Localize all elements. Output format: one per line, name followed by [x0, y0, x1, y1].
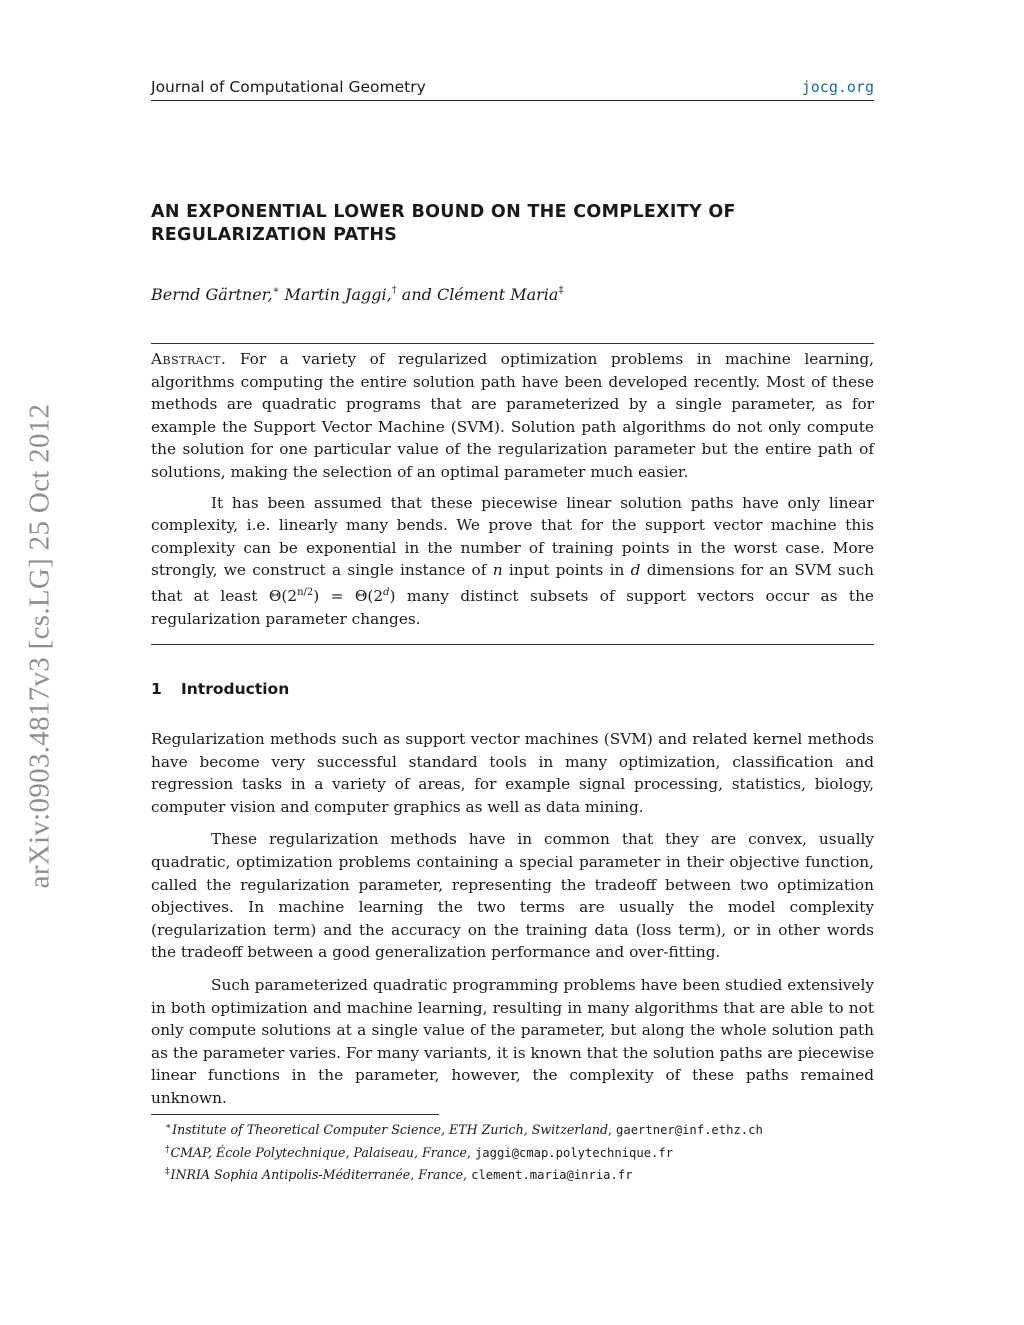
running-head [151, 76, 874, 101]
author-jaggi: Martin Jaggi, [279, 285, 392, 304]
abstract-text-2a: It has been assumed that these piecewise linear solution paths have only linear complexity, i.e. linearly many bends. We prove that for the support vector machine this complexity can be exponential in the number of training points in the worst case. More strongly, we construct a single instance of [151, 493, 874, 580]
journal-url-link[interactable]: jocg.org [801, 78, 874, 96]
section-title: Introduction [181, 680, 290, 698]
footnotes [165, 1118, 874, 1186]
abstract-bottom-rule [151, 644, 874, 645]
abstract-paragraph-1 [151, 348, 874, 484]
abstract-text-2b: input points in [502, 561, 631, 580]
abstract-paragraph-2 [151, 492, 874, 631]
author-gartner: Bernd Gärtner, [151, 285, 273, 304]
section-heading [151, 680, 289, 698]
footnote-2-email-link[interactable]: jaggi@cmap.polytechnique.fr [474, 1145, 674, 1160]
arxiv-stamp [20, 366, 60, 926]
footnote-1-mark: ∗ [165, 1122, 172, 1132]
footnote-1-email-link[interactable]: gaertner@inf.ethz.ch [616, 1123, 763, 1137]
math-exponent-d: d [383, 586, 390, 598]
body-paragraph-1: Regularization methods such as support vector machines (SVM) and related kernel methods have become very successful standard tools in many optimization, classification and regression tasks in a variety of areas, for example signal processing, statistics, biology, computer vision and computer graphics as well as data mining. [151, 730, 874, 816]
footnote-mark-2: † [391, 285, 397, 296]
footnote-mark-1: ∗ [272, 285, 280, 296]
abstract-label: Abstract. [151, 350, 227, 368]
footnote-2: †CMAP, École Polytechnique, Palaiseau, France, jaggi@cmap.polytechnique.fr [165, 1144, 674, 1160]
body-paragraph-3: Such parameterized quadratic programming problems have been studied extensively in both optimization and machine learning, resulting in many algorithms that are able to not only compute solutions at a single value of the parameter, but along the whole solution path as the parameter varies. For many variants, it is known that the solution paths are piecewise linear functions in the parameter, however, the complexity of these paths remained unknown. [151, 975, 874, 1107]
footnote-1-affiliation: Institute of Theoretical Computer Science, ETH Zurich, Switzerland [172, 1122, 609, 1137]
footnote-3-mark: ‡ [165, 1167, 170, 1177]
abstract-text-2e: ) many distinct subsets of support vectors occur as the regularization parameter changes. [151, 587, 874, 628]
section-number: 1 [151, 680, 162, 698]
math-var-d: d [630, 561, 641, 580]
footnote-3: ‡INRIA Sophia Antipolis-Méditerranée, France, clement.maria@inria.fr [165, 1167, 633, 1182]
footnote-3-affiliation: INRIA Sophia Antipolis-Méditerranée, France [170, 1167, 464, 1182]
math-exponent-n-half: n/2 [297, 586, 314, 598]
body-text [151, 728, 874, 1120]
math-var-n: n [492, 561, 503, 580]
footnote-1: ∗Institute of Theoretical Computer Science, ETH Zurich, Switzerland, gaertner@inf.ethz.ch [165, 1122, 763, 1137]
paper-title: AN EXPONENTIAL LOWER BOUND ON THE COMPLEXITY OF REGULARIZATION PATHS [151, 202, 736, 245]
footnote-2-mark: † [165, 1144, 170, 1155]
abstract-top-rule [151, 343, 874, 344]
footnote-2-affiliation: CMAP, École Polytechnique, Palaiseau, France [170, 1144, 467, 1160]
arxiv-stamp-text: arXiv:0903.4817v3 [cs.LG] 25 Oct 2012 [23, 403, 56, 889]
abstract-text-2d: ) = Θ(2 [313, 587, 384, 606]
body-paragraph-2: These regularization methods have in common that they are convex, usually quadratic, optimization problems containing a special parameter in their objective function, called the regularization parameter, representing the tradeoff between two optimization objectives. In machine learning the two terms are usually the model complexity (regularization term) and the accuracy on the training data (loss term), or in other words the tradeoff between a good generalization performance and over-fitting. [151, 830, 874, 962]
footnote-mark-3: ‡ [558, 285, 564, 296]
author-list [151, 285, 874, 304]
journal-name: Journal of Computational Geometry [151, 78, 426, 96]
author-maria: and Clément Maria [396, 285, 559, 304]
abstract-text-2c: dimensions for an SVM such that at least Θ(2 [151, 561, 874, 606]
footnote-rule [151, 1114, 439, 1115]
abstract-text-1: For a variety of regularized optimization problems in machine learning, algorithms computing the entire solution path have been developed recently. Most of these methods are quadratic programs that are parameterized by a single parameter, as for example the Support Vector Machine (SVM). Solution path algorithms do not only compute the solution for one particular value of the regularization parameter but the entire path of solutions, making the selection of an optimal parameter much easier. [151, 350, 874, 481]
footnote-3-email-link[interactable]: clement.maria@inria.fr [471, 1168, 633, 1182]
abstract [151, 348, 874, 638]
